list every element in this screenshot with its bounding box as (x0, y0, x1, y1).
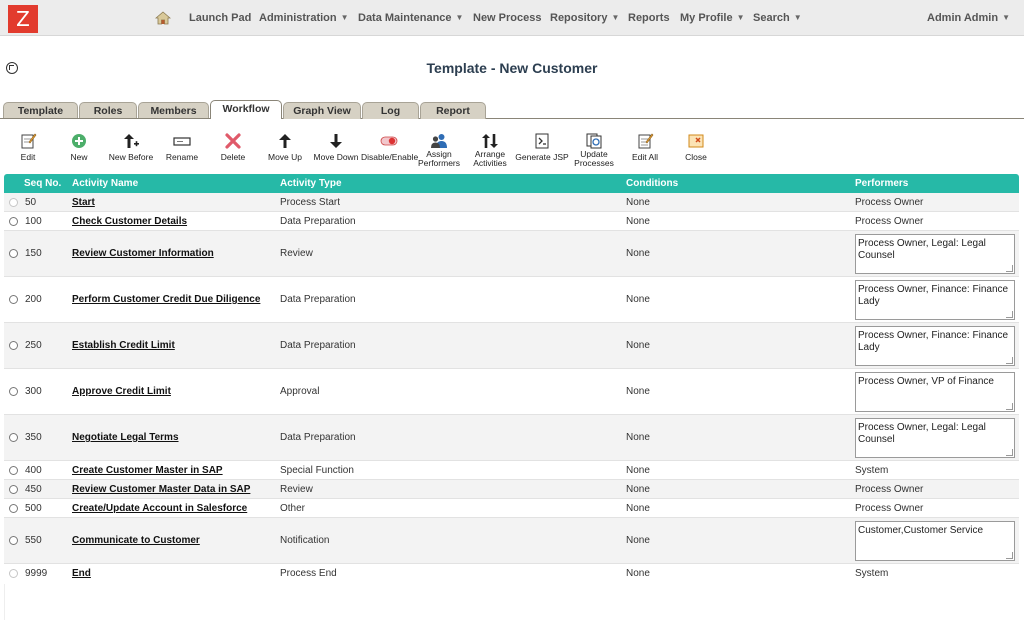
nav-search[interactable]: Search ▼ (753, 12, 802, 24)
nav-administration[interactable]: Administration ▼ (259, 12, 349, 24)
row-select-radio[interactable] (9, 485, 18, 494)
edit-icon (19, 133, 37, 149)
chevron-down-icon: ▼ (611, 13, 620, 22)
activity-type: Notification (280, 535, 330, 546)
conditions: None (626, 248, 650, 259)
app-logo[interactable]: Z (8, 5, 38, 33)
toggle-icon (380, 133, 398, 149)
activity-type: Approval (280, 386, 320, 397)
conditions: None (626, 197, 650, 208)
conditions: None (626, 386, 650, 397)
seq-no: 550 (25, 535, 42, 546)
performers: Process Owner (855, 484, 924, 495)
users-icon (430, 133, 448, 149)
row-select-radio[interactable] (9, 433, 18, 442)
move-down-button[interactable]: Move Down (313, 133, 359, 162)
table-row[interactable] (4, 212, 1019, 231)
table-footer-space (4, 584, 1019, 620)
tab-members[interactable]: Members (138, 102, 209, 119)
conditions: None (626, 503, 650, 514)
activity-type: Special Function (280, 465, 354, 476)
tab-report[interactable]: Report (420, 102, 486, 119)
col-performers[interactable]: Performers (855, 178, 909, 189)
sort-arrows-icon (481, 133, 499, 149)
row-select-radio[interactable] (9, 295, 18, 304)
table-row[interactable] (4, 461, 1019, 480)
chevron-down-icon: ▼ (340, 13, 349, 22)
activity-type: Process Start (280, 197, 341, 208)
row-select-radio[interactable] (9, 249, 18, 258)
table-row[interactable] (4, 499, 1019, 518)
activity-name-link[interactable]: Communicate to Customer (72, 535, 200, 546)
add-circle-icon (70, 133, 88, 149)
rename-button[interactable]: Rename (164, 133, 200, 162)
row-select-radio[interactable] (9, 536, 18, 545)
chevron-down-icon: ▼ (736, 13, 745, 22)
page-title: Template - New Customer (426, 60, 598, 76)
assign-performers-button[interactable]: Assign Performers (417, 133, 461, 168)
seq-no: 50 (25, 197, 37, 208)
nav-my-profile[interactable]: My Profile ▼ (680, 12, 745, 24)
update-processes-button[interactable]: Update Processes (573, 133, 615, 168)
delete-button[interactable]: Delete (218, 133, 248, 162)
seq-no: 9999 (25, 568, 48, 579)
performers-textarea[interactable]: Process Owner, Finance: Finance Lady (855, 326, 1015, 366)
table-row[interactable] (4, 323, 1019, 369)
activity-name-link[interactable]: End (72, 568, 91, 579)
row-select-radio[interactable] (9, 569, 18, 578)
seq-no: 150 (25, 248, 42, 259)
tab-graph-view[interactable]: Graph View (283, 102, 361, 119)
col-activity-type[interactable]: Activity Type (280, 178, 342, 189)
activity-name-link[interactable]: Approve Credit Limit (72, 386, 171, 397)
row-select-radio[interactable] (9, 198, 18, 207)
performers-textarea[interactable]: Process Owner, Legal: Legal Counsel (855, 234, 1015, 274)
conditions: None (626, 340, 650, 351)
table-row[interactable] (4, 480, 1019, 499)
edit-all-icon (636, 133, 654, 149)
nav-reports[interactable]: Reports (628, 12, 670, 24)
update-file-icon (585, 133, 603, 149)
row-select-radio[interactable] (9, 341, 18, 350)
new-button[interactable]: New (64, 133, 94, 162)
top-nav-bar (0, 0, 1024, 36)
chevron-down-icon: ▼ (1002, 13, 1011, 22)
activity-name-link[interactable]: Establish Credit Limit (72, 340, 175, 351)
performers-textarea[interactable]: Customer,Customer Service (855, 521, 1015, 561)
table-row[interactable] (4, 564, 1019, 584)
seq-no: 200 (25, 294, 42, 305)
seq-no: 250 (25, 340, 42, 351)
disable-enable-button[interactable]: Disable/Enable (361, 133, 417, 162)
edit-all-button[interactable]: Edit All (627, 133, 663, 162)
activity-type: Data Preparation (280, 294, 356, 305)
conditions: None (626, 568, 650, 579)
performers: System (855, 465, 889, 476)
table-header (4, 174, 1019, 193)
seq-no: 400 (25, 465, 42, 476)
table-row[interactable] (4, 369, 1019, 415)
col-activity-name[interactable]: Activity Name (72, 178, 139, 189)
activity-name-link[interactable]: Negotiate Legal Terms (72, 432, 179, 443)
activity-type: Data Preparation (280, 216, 356, 227)
conditions: None (626, 432, 650, 443)
arrow-up-plus-icon (122, 133, 140, 149)
nav-new-process[interactable]: New Process (473, 12, 542, 24)
row-select-radio[interactable] (9, 504, 18, 513)
activity-type: Other (280, 503, 306, 514)
generate-jsp-button[interactable]: Generate JSP (515, 133, 569, 162)
col-seq-no[interactable]: Seq No. (24, 178, 62, 189)
activity-type: Data Preparation (280, 432, 356, 443)
seq-no: 300 (25, 386, 42, 397)
table-row[interactable] (4, 277, 1019, 323)
tab-roles[interactable]: Roles (79, 102, 137, 119)
rename-icon (173, 133, 191, 149)
performers-textarea[interactable]: Process Owner, Legal: Legal Counsel (855, 418, 1015, 458)
new-before-button[interactable]: New Before (106, 133, 156, 162)
table-row[interactable] (4, 193, 1019, 212)
tab-log[interactable]: Log (362, 102, 419, 119)
code-file-icon (533, 133, 551, 149)
edit-button[interactable]: Edit (13, 133, 43, 162)
activity-type: Review (280, 484, 313, 495)
table-row[interactable] (4, 231, 1019, 277)
seq-no: 100 (25, 216, 42, 227)
chevron-down-icon: ▼ (793, 13, 802, 22)
activity-name-link[interactable]: Perform Customer Credit Due Diligence (72, 294, 261, 305)
row-select-radio[interactable] (9, 387, 18, 396)
arrange-activities-button[interactable]: Arrange Activities (470, 133, 510, 168)
activity-name-link[interactable]: Start (72, 197, 95, 208)
move-up-button[interactable]: Move Up (266, 133, 304, 162)
seq-no: 450 (25, 484, 42, 495)
close-button[interactable]: Close (681, 133, 711, 162)
activity-type: Process End (280, 568, 337, 579)
conditions: None (626, 216, 650, 227)
tab-template[interactable]: Template (3, 102, 78, 119)
conditions: None (626, 294, 650, 305)
activity-type: Data Preparation (280, 340, 356, 351)
seq-no: 350 (25, 432, 42, 443)
activity-name-link[interactable]: Create/Update Account in Salesforce (72, 503, 248, 514)
table-row[interactable] (4, 415, 1019, 461)
performers: Process Owner (855, 503, 924, 514)
row-select-radio[interactable] (9, 217, 18, 226)
row-select-radio[interactable] (9, 466, 18, 475)
nav-repository[interactable]: Repository ▼ (550, 12, 620, 24)
arrow-up-icon (276, 133, 294, 149)
nav-data-maintenance[interactable]: Data Maintenance ▼ (358, 12, 464, 24)
performers-textarea[interactable]: Process Owner, Finance: Finance Lady (855, 280, 1015, 320)
nav-user-menu[interactable]: Admin Admin ▼ (927, 12, 1011, 24)
seq-no: 500 (25, 503, 42, 514)
nav-launch-pad[interactable]: Launch Pad (189, 12, 252, 24)
home-icon[interactable] (155, 11, 171, 25)
activity-name-link[interactable]: Review Customer Information (72, 248, 214, 259)
conditions: None (626, 535, 650, 546)
chevron-down-icon: ▼ (455, 13, 464, 22)
performers: System (855, 568, 889, 579)
arrow-down-icon (327, 133, 345, 149)
table-row[interactable] (4, 518, 1019, 564)
delete-x-icon (224, 133, 242, 149)
activity-name-link[interactable]: Check Customer Details (72, 216, 188, 227)
tab-workflow[interactable]: Workflow (210, 100, 282, 120)
close-window-icon (687, 133, 705, 149)
activity-name-link[interactable]: Create Customer Master in SAP (72, 465, 223, 476)
col-conditions[interactable]: Conditions (626, 178, 679, 189)
performers: Process Owner (855, 216, 924, 227)
conditions: None (626, 465, 650, 476)
activity-name-link[interactable]: Review Customer Master Data in SAP (72, 484, 251, 495)
conditions: None (626, 484, 650, 495)
performers-textarea[interactable]: Process Owner, VP of Finance (855, 372, 1015, 412)
activity-type: Review (280, 248, 313, 259)
performers: Process Owner (855, 197, 924, 208)
